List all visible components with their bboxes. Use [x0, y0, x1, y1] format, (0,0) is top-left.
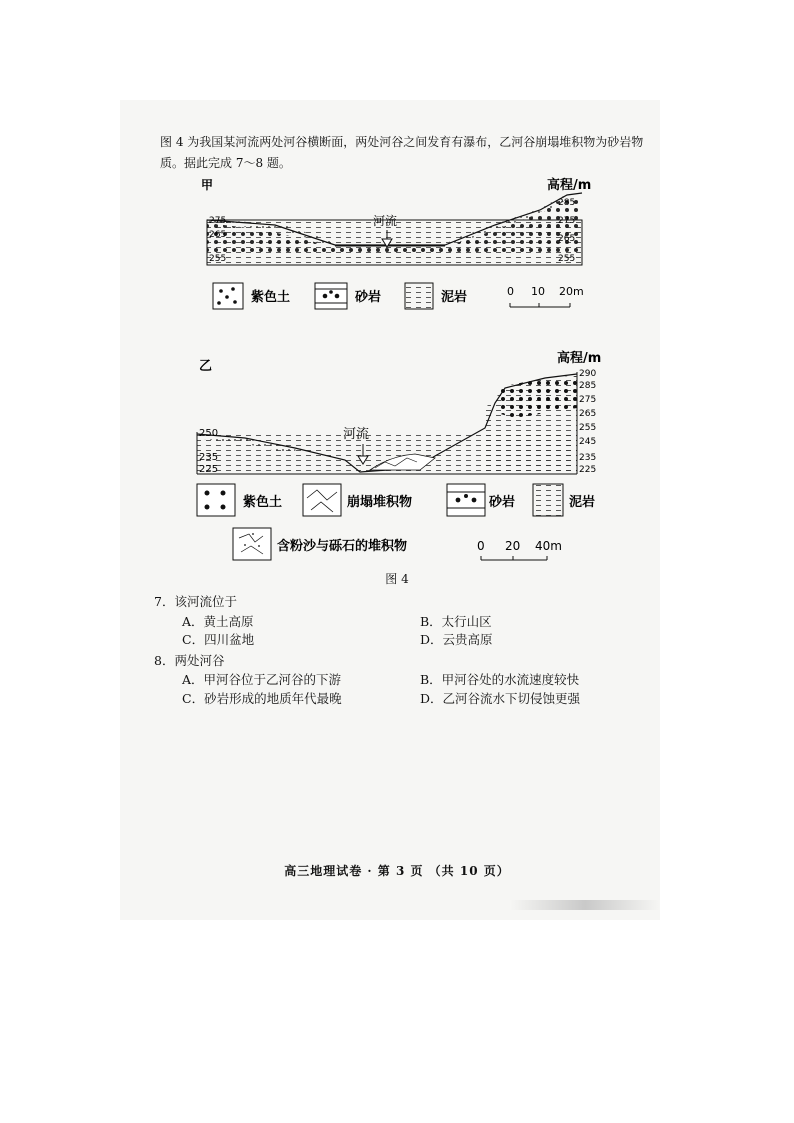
question-8-option-b: B．甲河谷处的水流速度较快: [420, 672, 580, 687]
scale-bar: [481, 556, 547, 560]
right-tick: 275: [579, 395, 597, 405]
legend-mudstone-swatch: [533, 484, 563, 516]
right-tick: 255: [579, 423, 597, 433]
legend-purple-soil-swatch: [197, 484, 235, 516]
scale-label: 20m: [559, 285, 584, 298]
question-8-option-a: A．甲河谷位于乙河谷的下游: [182, 672, 342, 687]
legend-label: 含粉沙与砾石的堆积物: [277, 539, 408, 554]
figure-a-svg: [195, 175, 615, 320]
legend-sandstone-swatch: [447, 484, 485, 516]
right-tick: 285: [579, 381, 597, 391]
legend-label: 崩塌堆积物: [347, 495, 413, 510]
question-8-option-d: D．乙河谷流水下切侵蚀更强: [420, 691, 581, 706]
left-tick: 275: [209, 216, 227, 226]
question-7-option-d: D．云贵高原: [420, 632, 493, 647]
scale-label: 0: [507, 285, 514, 298]
question-7-option-b: B．太行山区: [420, 614, 492, 629]
right-tick: 235: [579, 453, 597, 463]
page-footer: 高三地理试卷 · 第 3 页 （共 10 页）: [284, 864, 510, 878]
left-tick: 235: [199, 452, 219, 463]
left-tick: 250: [199, 428, 219, 439]
right-tick: 225: [579, 465, 597, 475]
question-8-option-c: C．砂岩形成的地质年代最晚: [182, 691, 342, 706]
legend-collapse-swatch: [303, 484, 341, 516]
legend-label: 紫色土: [251, 290, 291, 305]
question-7-option-a: A．黄土高原: [182, 614, 254, 629]
legend-mudstone-swatch: [405, 283, 433, 309]
question-7-stem: 7．该河流位于: [154, 594, 237, 609]
legend-label: 泥岩: [441, 290, 468, 305]
right-tick: 245: [579, 437, 597, 447]
figure-a: [195, 175, 615, 320]
scan-smudge: [510, 900, 660, 910]
question-8-stem: 8．两处河谷: [154, 653, 225, 668]
legend-sandstone-swatch: [315, 283, 347, 309]
figure-a-label: 甲: [201, 178, 214, 192]
figure-a-elev-title: 高程/m: [547, 178, 592, 193]
intro-text: 图 4 为我国某河流两处河谷横断面，两处河谷之间发育有瀑布，乙河谷崩塌堆积物为砂岩物质。据此完成 7～8 题。: [160, 135, 644, 170]
right-tick: 265: [579, 409, 597, 419]
legend-label: 砂岩: [489, 495, 516, 510]
scale-label: 20: [505, 539, 521, 553]
figure-b-svg: [185, 348, 605, 563]
scale-bar: [510, 303, 570, 307]
river-label: 河流: [343, 427, 370, 442]
left-tick: 255: [209, 254, 227, 264]
legend-label: 紫色土: [243, 495, 283, 510]
legend-gravel-swatch: [233, 528, 271, 560]
left-tick: 225: [199, 464, 219, 475]
left-tick: 265: [209, 230, 227, 240]
question-7-option-c: C．四川盆地: [182, 632, 255, 647]
scale-label: 10: [531, 285, 545, 298]
right-tick: 265: [558, 234, 576, 244]
scale-label: 0: [477, 539, 485, 553]
right-tick: 275: [558, 216, 576, 226]
right-tick: 290: [579, 369, 597, 379]
figure-b-elev-title: 高程/m: [557, 351, 602, 366]
scale-label: 40m: [535, 539, 562, 553]
legend-label: 砂岩: [355, 290, 382, 305]
legend-label: 泥岩: [569, 495, 596, 510]
right-tick: 255: [558, 254, 576, 264]
figure-b-label: 乙: [199, 359, 213, 374]
figure-b: [185, 348, 605, 563]
river-label: 河流: [373, 214, 398, 228]
right-tick: 285: [558, 198, 576, 208]
figure-caption: 图 4: [385, 572, 409, 586]
